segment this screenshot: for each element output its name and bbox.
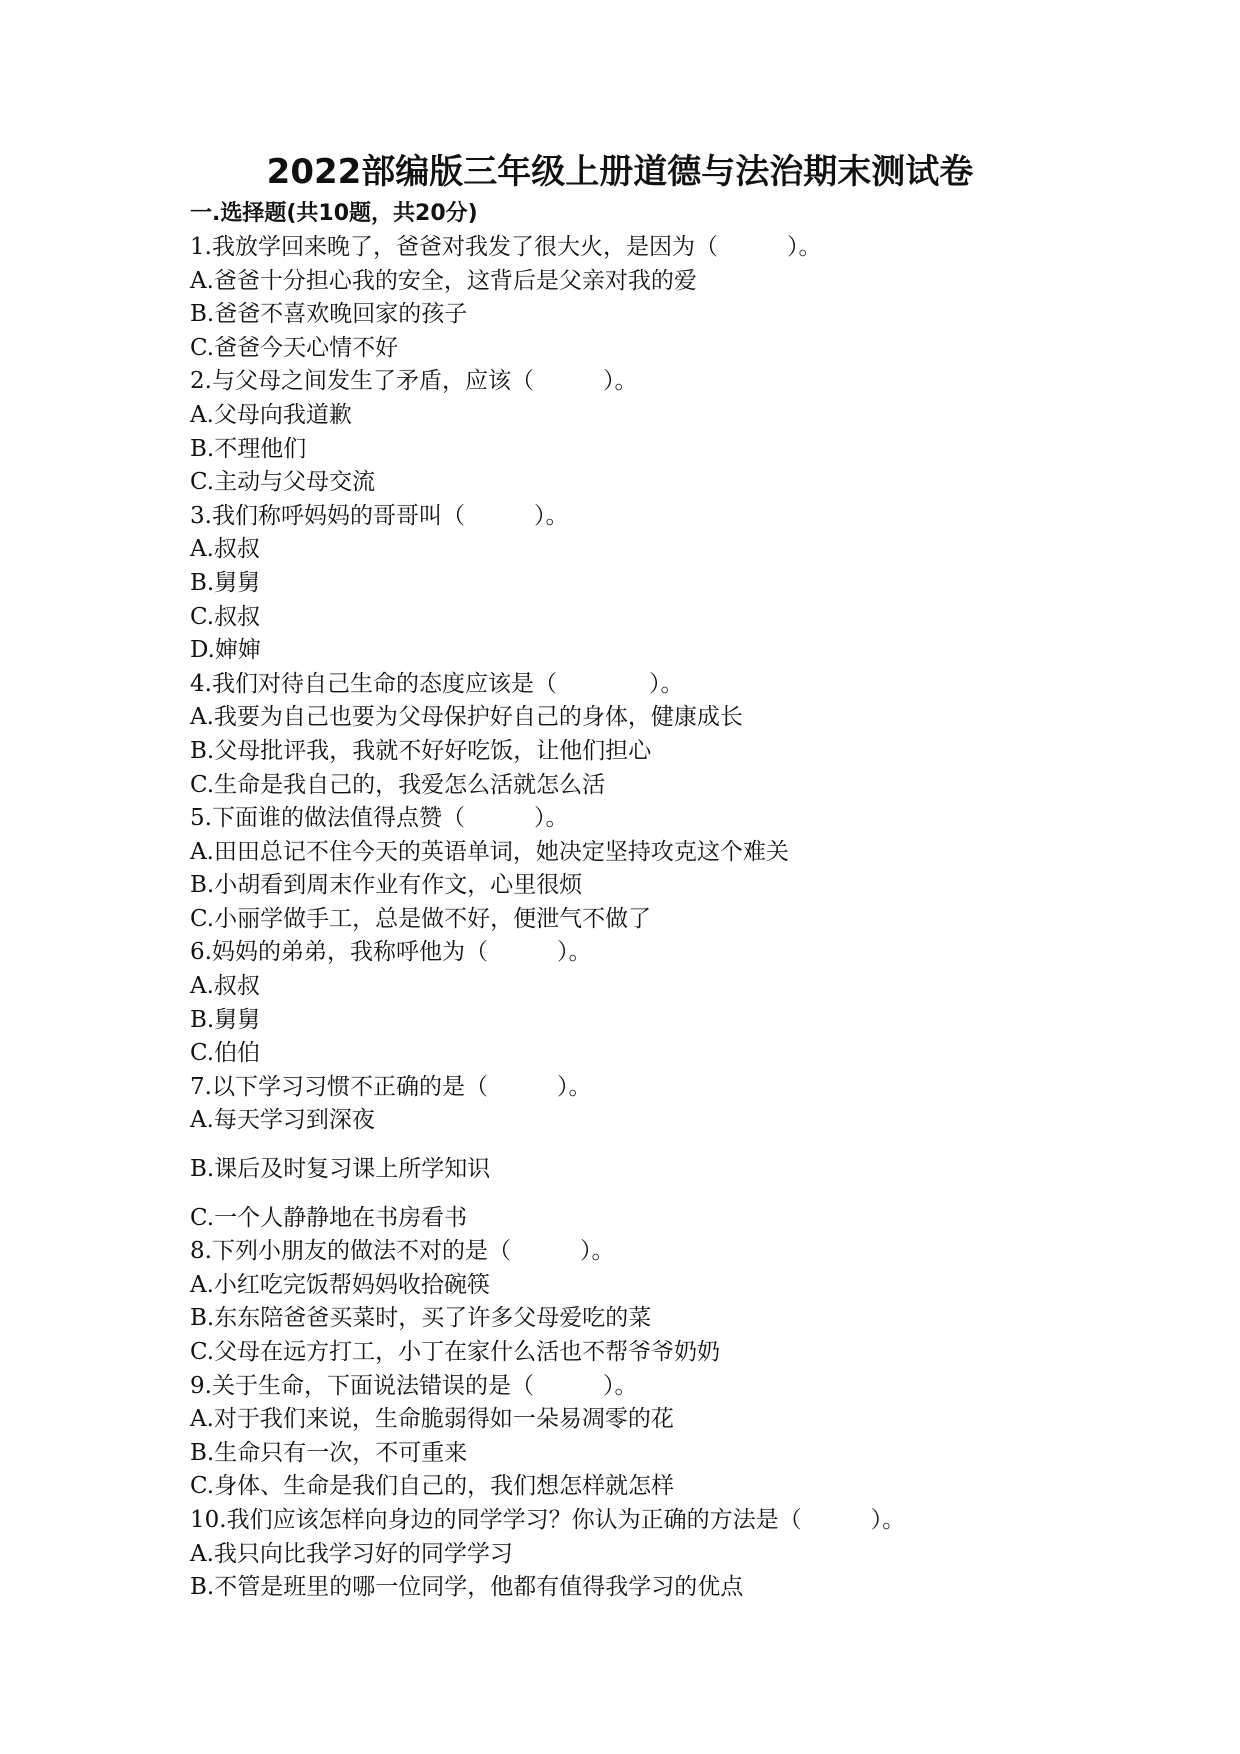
option-a: A.对于我们来说，生命脆弱得如一朵易凋零的花: [190, 1406, 674, 1433]
option-c: C.身体、生命是我们自己的，我们想怎样就怎样: [190, 1473, 675, 1500]
option-a: A.田田总记不住今天的英语单词，她决定坚持攻克这个难关: [190, 838, 789, 865]
option-c: C.生命是我自己的，我爱怎么活就怎么活: [190, 771, 606, 798]
option-c: C.小丽学做手工，总是做不好，便泄气不做了: [190, 905, 652, 932]
option-b: B.课后及时复习课上所学知识: [190, 1156, 491, 1183]
question-stem: 6.妈妈的弟弟，我称呼他为（ ）。: [190, 939, 592, 966]
option-b: B.舅舅: [190, 1006, 261, 1033]
option-a: A.小红吃完饭帮妈妈收拾碗筷: [190, 1271, 490, 1298]
option-a: A.爸爸十分担心我的安全，这背后是父亲对我的爱: [190, 267, 697, 294]
question-stem: 8.下列小朋友的做法不对的是（ ）。: [190, 1238, 615, 1265]
option-c: C.一个人静静地在书房看书: [190, 1204, 468, 1231]
question-stem: 10.我们应该怎样向身边的同学学习？你认为正确的方法是（ ）。: [190, 1506, 906, 1533]
question-stem: 4.我们对待自己生命的态度应该是（ ）。: [190, 670, 684, 697]
question-stem: 1.我放学回来晚了，爸爸对我发了很大火，是因为（ ）。: [190, 234, 822, 260]
option-b: B.生命只有一次，不可重来: [190, 1439, 468, 1466]
option-b: B.不理他们: [190, 435, 307, 462]
option-c: C.伯伯: [190, 1040, 261, 1067]
option-d: D.婶婶: [190, 637, 261, 664]
option-a: A.父母向我道歉: [190, 401, 352, 428]
question-stem: 5.下面谁的做法值得点赞（ ）。: [190, 805, 569, 832]
option-b: B.不管是班里的哪一位同学，他都有值得我学习的优点: [190, 1574, 744, 1601]
question-list: [190, 231, 1170, 1605]
option-a: A.我要为自己也要为父母保护好自己的身体，健康成长: [190, 704, 743, 731]
exam-title: 2022部编版三年级上册道德与法治期末测试卷: [266, 152, 974, 192]
option-b: B.舅舅: [190, 569, 261, 596]
option-a: A.每天学习到深夜: [190, 1107, 375, 1134]
option-a: A.叔叔: [190, 536, 260, 563]
section-header: 一.选择题(共10题，共20分): [190, 201, 478, 226]
question-stem: 3.我们称呼妈妈的哥哥叫（ ）。: [190, 502, 569, 529]
option-a: A.我只向比我学习好的同学学习: [190, 1540, 513, 1567]
option-c: C.父母在远方打工，小丁在家什么活也不帮爷爷奶奶: [190, 1339, 721, 1365]
option-c: C.主动与父母交流: [190, 469, 376, 496]
option-b: B.东东陪爸爸买菜时，买了许多父母爱吃的菜: [190, 1305, 652, 1332]
question-stem: 7.以下学习习惯不正确的是（ ）。: [190, 1073, 592, 1100]
option-c: C.爸爸今天心情不好: [190, 334, 399, 361]
option-b: B.爸爸不喜欢晚回家的孩子: [190, 301, 468, 328]
option-c: C.叔叔: [190, 603, 261, 630]
option-a: A.叔叔: [190, 973, 260, 1000]
question-stem: 2.与父母之间发生了矛盾，应该（ ）。: [190, 368, 638, 395]
option-b: B.父母批评我，我就不好好吃饭，让他们担心: [190, 737, 652, 764]
question-stem: 9.关于生命，下面说法错误的是（ ）。: [190, 1372, 638, 1399]
option-b: B.小胡看到周末作业有作文，心里很烦: [190, 872, 583, 899]
